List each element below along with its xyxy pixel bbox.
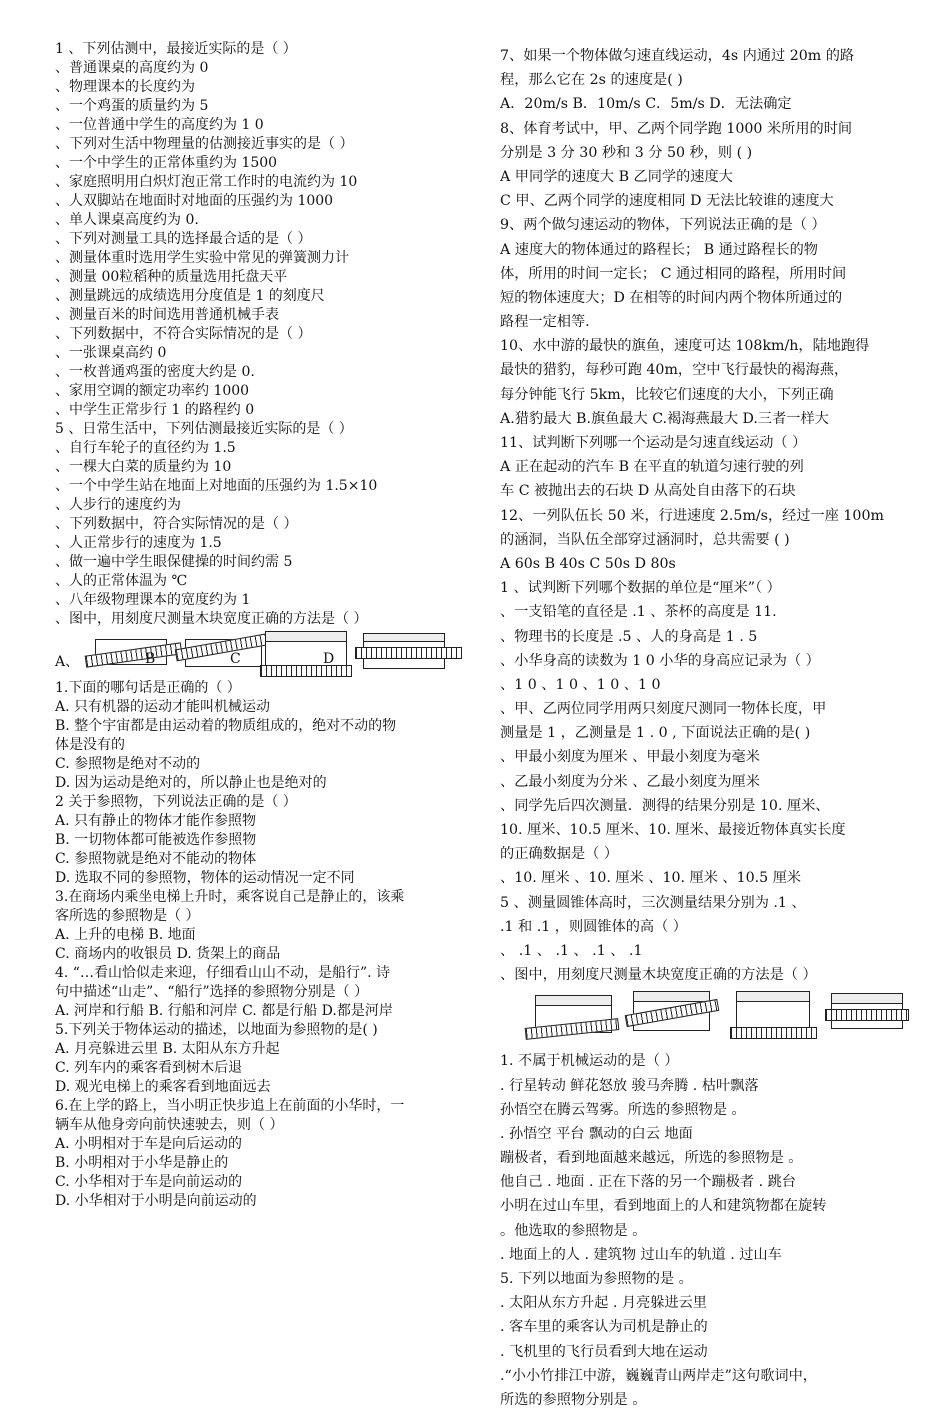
question-line: 体，所用的时间一定长； C 通过相同的路程，所用时间 [500, 265, 847, 282]
question-line: A．20m/s B．10m/s C．5m/s D．无法确定 [500, 96, 792, 113]
question-line: B. 小明相对于小华是静止的 [55, 1155, 229, 1171]
question-line: 、 .1 、 .1 、 .1 、 .1 [500, 942, 643, 959]
figure-right-c [730, 989, 820, 1041]
question-line: 8、体育考试中，甲、乙两个同学跑 1000 米所用的时间 [500, 120, 853, 137]
question-line: B. 一切物体都可能被选作参照物 [55, 832, 257, 848]
figure-d [355, 631, 465, 675]
question-line: 、乙最小刻度为分米 、乙最小刻度为厘米 [500, 773, 760, 790]
question-line: 、甲、乙两位同学用两只刻度尺测同一物体长度，甲 [500, 701, 827, 718]
question-line: C. 商场内的收银员 D. 货架上的商品 [55, 946, 281, 962]
question-line: 短的物体速度大；D 在相等的时间内两个物体所通过的 [500, 289, 843, 306]
question-line: 、家庭照明用白炽灯泡正常工作时的电流约为 10 [55, 174, 358, 190]
question-line: 、测量百米的时间选用普通机械手表 [55, 307, 279, 323]
figure-label-a: A、 [55, 654, 80, 670]
question-line: 、下列数据中，符合实际情况的是（ ） [55, 516, 298, 532]
question-line: A.猎豹最大 B.旗鱼最大 C.褐海燕最大 D.三者一样大 [500, 410, 829, 427]
question-line: 、测量体重时选用学生实验中常见的弹簧测力计 [55, 250, 349, 266]
question-line: C 甲、乙两个同学的速度相同 D 无法比较谁的速度大 [500, 193, 834, 210]
right-questions-part1 [500, 44, 910, 987]
question-line: 、甲最小刻度为厘米 、甲最小刻度为毫米 [500, 749, 760, 766]
question-line: D. 因为运动是绝对的，所以静止也是绝对的 [55, 775, 327, 791]
question-line: . 飞机里的飞行员看到大地在运动 [500, 1343, 708, 1360]
question-line: 、做一遍中学生眼保健操的时间约需 5 [55, 554, 293, 570]
question-line: 最快的猎豹，每秒可跑 40m，空中飞行最快的褐海燕， [500, 362, 849, 379]
left-questions-part2 [55, 679, 470, 1211]
question-line: 、一个鸡蛋的质量约为 5 [55, 98, 209, 114]
ruler-figure-left [55, 629, 470, 679]
question-line: 的涵洞，当队伍全部穿过涵洞时，总共需要 ( ) [500, 531, 790, 548]
question-line: A. 上升的电梯 B. 地面 [55, 927, 196, 943]
question-line: 每分钟能飞行 5km，比较它们速度的大小，下列正确 [500, 386, 834, 403]
question-line: 、普通课桌的高度约为 0 [55, 60, 209, 76]
right-column [500, 44, 910, 1412]
question-line: A 正在起动的汽车 B 在平直的轨道匀速行驶的列 [500, 459, 804, 476]
question-line: 、一支铅笔的直径是 .1 、茶杯的高度是 11. [500, 604, 777, 621]
figure-a [85, 631, 185, 671]
question-line: A 60s B 40s C 50s D 80s [500, 555, 676, 572]
question-line: 5 、测量圆锥体高时，三次测量结果分别为 .1 、 [500, 894, 806, 911]
figure-right-d [825, 989, 910, 1041]
question-line: 1 、下列估测中，最接近实际的是（ ） [55, 41, 297, 57]
question-line: 孙悟空在腾云驾雾。所选的参照物是 。 [500, 1101, 746, 1118]
question-line: 、测量 00粒稻种的质量选用托盘天平 [55, 269, 288, 285]
question-line: C. 参照物是绝对不动的 [55, 756, 201, 772]
question-line: . 地面上的人 . 建筑物 过山车的轨道 . 过山车 [500, 1246, 782, 1263]
question-line: 7、如果一个物体做匀速直线运动，4s 内通过 20m 的路 [500, 48, 855, 64]
question-line: .1 和 .1 ，则圆锥体的高（ ） [500, 918, 687, 935]
question-line: 12、一列队伍长 50 米，行进速度 2.5m/s，经过一座 100m [500, 507, 884, 524]
question-line: 车 C 被抛出去的石块 D 从高处自由落下的石块 [500, 483, 796, 500]
question-line: D. 小华相对于小明是向前运动的 [55, 1193, 257, 1209]
question-line: 、单人课桌高度约为 0. [55, 212, 199, 228]
question-line: 、八年级物理课本的宽度约为 1 [55, 592, 251, 608]
question-line: 、家用空调的额定功率约 1000 [55, 383, 250, 399]
question-line: 10、水中游的最快的旗鱼，速度可达 108km/h，陆地跑得 [500, 338, 870, 355]
question-line: 、一个中学生的正常体重约为 1500 [55, 155, 278, 171]
question-line: 、下列数据中，不符合实际情况的是（ ） [55, 326, 312, 342]
question-line: 、1 0 、1 0 、1 0 、1 0 [500, 676, 661, 693]
figure-right-a [525, 989, 620, 1041]
question-line: 。他选取的参照物是 。 [500, 1222, 647, 1239]
question-line: 的正确数据是（ ） [500, 846, 619, 863]
question-line: 、一棵大白菜的质量约为 10 [55, 459, 232, 475]
question-line: 、物理课本的长度约为 [55, 79, 195, 95]
question-line: 程，那么它在 2s 的速度是( ) [500, 72, 683, 89]
question-line: D. 选取不同的参照物，物体的运动情况一定不同 [55, 870, 355, 886]
question-line: 客所选的参照物是（ ） [55, 908, 200, 924]
figure-label-b: B [145, 651, 156, 667]
question-line: 、中学生正常步行 1 的路程约 0 [55, 402, 255, 418]
question-line: A. 小明相对于车是向后运动的 [55, 1136, 243, 1152]
question-line: 、测量跳远的成绩选用分度值是 1 的刻度尺 [55, 288, 325, 304]
question-line: 、物理书的长度是 .5 、人的身高是 1 . 5 [500, 628, 758, 645]
question-line: A. 月亮躲进云里 B. 太阳从东方升起 [55, 1041, 280, 1057]
question-line: A. 只有机器的运动才能叫机械运动 [55, 699, 271, 715]
left-questions-part1 [55, 40, 470, 629]
question-line: 辆车从他身旁向前快速驶去，则（ ） [55, 1117, 284, 1133]
question-line: . 客车里的乘客认为司机是静止的 [500, 1319, 708, 1336]
question-line: C. 参照物就是绝对不能动的物体 [55, 851, 257, 867]
left-column [55, 40, 470, 1211]
question-line: . 太阳从东方升起 . 月亮躲进云里 [500, 1295, 707, 1312]
question-line: 、一张课桌高约 0 [55, 345, 167, 361]
ruler-figure-right [500, 987, 910, 1049]
question-line: 1. 不属于机械运动的是（ ） [500, 1053, 679, 1070]
question-line: 1.下面的哪句话是正确的（ ） [55, 680, 241, 696]
question-line: B. 整个宇宙都是由运动着的物质组成的，绝对不动的物 [55, 718, 397, 734]
question-line: 5. 下列以地面为参照物的是 。 [500, 1271, 693, 1287]
question-line: 5.下列关于物体运动的描述，以地面为参照物的是( ) [55, 1022, 378, 1038]
figure-label-d: D [323, 651, 335, 667]
question-line: 3.在商场内乘坐电梯上升时，乘客说自己是静止的，该乘 [55, 889, 405, 905]
question-line: 、图中，用刻度尺测量木块宽度正确的方法是（ ） [55, 611, 368, 627]
question-line: A 速度大的物体通过的路程长； B 通过路程长的物 [500, 241, 818, 258]
question-line: 他自己 . 地面 . 正在下落的另一个蹦极者 . 跳台 [500, 1174, 796, 1191]
question-line: 小明在过山车里，看到地面上的人和建筑物都在旋转 [500, 1198, 827, 1215]
question-line: A 甲同学的速度大 B 乙同学的速度大 [500, 168, 733, 185]
question-line: 、下列对测量工具的选择最合适的是（ ） [55, 231, 312, 247]
question-line: C. 列车内的乘客看到树木后退 [55, 1060, 243, 1076]
question-line: 、人双脚站在地面时对地面的压强约为 1000 [55, 193, 334, 209]
question-line: C. 小华相对于车是向前运动的 [55, 1174, 243, 1190]
question-line: 、人正常步行的速度为 1.5 [55, 535, 222, 551]
question-line: 体是没有的 [55, 737, 125, 753]
question-line: 测量是 1 ，乙测量是 1 . 0 , 下面说法正确的是( ) [500, 725, 811, 742]
question-line: 、下列对生活中物理量的估测接近事实的是（ ） [55, 136, 354, 152]
question-line: 2 关于参照物，下列说法正确的是（ ） [55, 794, 297, 810]
question-line: 所选的参照物分别是 。 [500, 1391, 647, 1408]
question-line: . 孙悟空 平台 飘动的白云 地面 [500, 1125, 693, 1142]
right-questions-part2 [500, 1049, 910, 1412]
question-line: 、一个中学生站在地面上对地面的压强约为 1.5×10 [55, 478, 378, 494]
question-line: 11、试判断下列哪一个运动是匀速直线运动（ ） [500, 435, 807, 451]
question-line: 、图中，用刻度尺测量木块宽度正确的方法是（ ） [500, 967, 817, 984]
question-line: 1 、试判断下列哪个数据的单位是“厘米”（ ） [500, 580, 781, 597]
question-line: 5 、日常生活中，下列估测最接近实际的是（ ） [55, 421, 353, 437]
question-line: . 行星转动 鲜花怒放 骏马奔腾 . 枯叶飘落 [500, 1077, 759, 1094]
question-line: D. 观光电梯上的乘客看到地面远去 [55, 1079, 271, 1095]
question-line: 、人的正常体温为 ℃ [55, 573, 188, 589]
figure-c [260, 631, 355, 675]
question-line: 9、两个做匀速运动的物体，下列说法正确的是（ ） [500, 217, 826, 234]
question-line: 、一枚普通鸡蛋的密度大约是 0. [55, 364, 255, 380]
question-line: 、一位普通中学生的高度约为 1 0 [55, 117, 264, 133]
question-line: 、小华身高的读数为 1 0 小华的身高应记录为（ ） [500, 652, 820, 669]
question-line: A. 河岸和行船 B. 行船和河岸 C. 都是行船 D.都是河岸 [55, 1003, 393, 1019]
question-line: 、同学先后四次测量．测得的结果分别是 10. 厘米、 [500, 797, 830, 814]
question-line: 句中描述“山走”、“船行”选择的参照物分别是（ ） [55, 984, 369, 1000]
question-line: 分别是 3 分 30 秒和 3 分 50 秒，则 ( ) [500, 144, 753, 161]
question-line: 、自行车轮子的直径约为 1.5 [55, 440, 236, 456]
question-line: 路程一定相等. [500, 314, 590, 331]
figure-label-c: C [230, 651, 241, 667]
question-line: 4. “…看山恰似走来迎，仔细看山山不动，是船行”. 诗 [55, 965, 391, 981]
question-line: 、人步行的速度约为 [55, 497, 181, 513]
question-line: 蹦极者，看到地面越来越远，所选的参照物是 。 [500, 1150, 803, 1167]
question-line: 6.在上学的路上，当小明正快步追上在前面的小华时，一 [55, 1098, 405, 1114]
question-line: .“小小竹排江中游，巍巍青山两岸走”这句歌词中， [500, 1367, 817, 1384]
question-line: 、10. 厘米 、10. 厘米 、10. 厘米 、10.5 厘米 [500, 870, 802, 887]
question-line: A. 只有静止的物体才能作参照物 [55, 813, 257, 829]
figure-right-b [625, 989, 720, 1041]
question-line: 10. 厘米、10.5 厘米、10. 厘米、最接近物体真实长度 [500, 822, 846, 838]
